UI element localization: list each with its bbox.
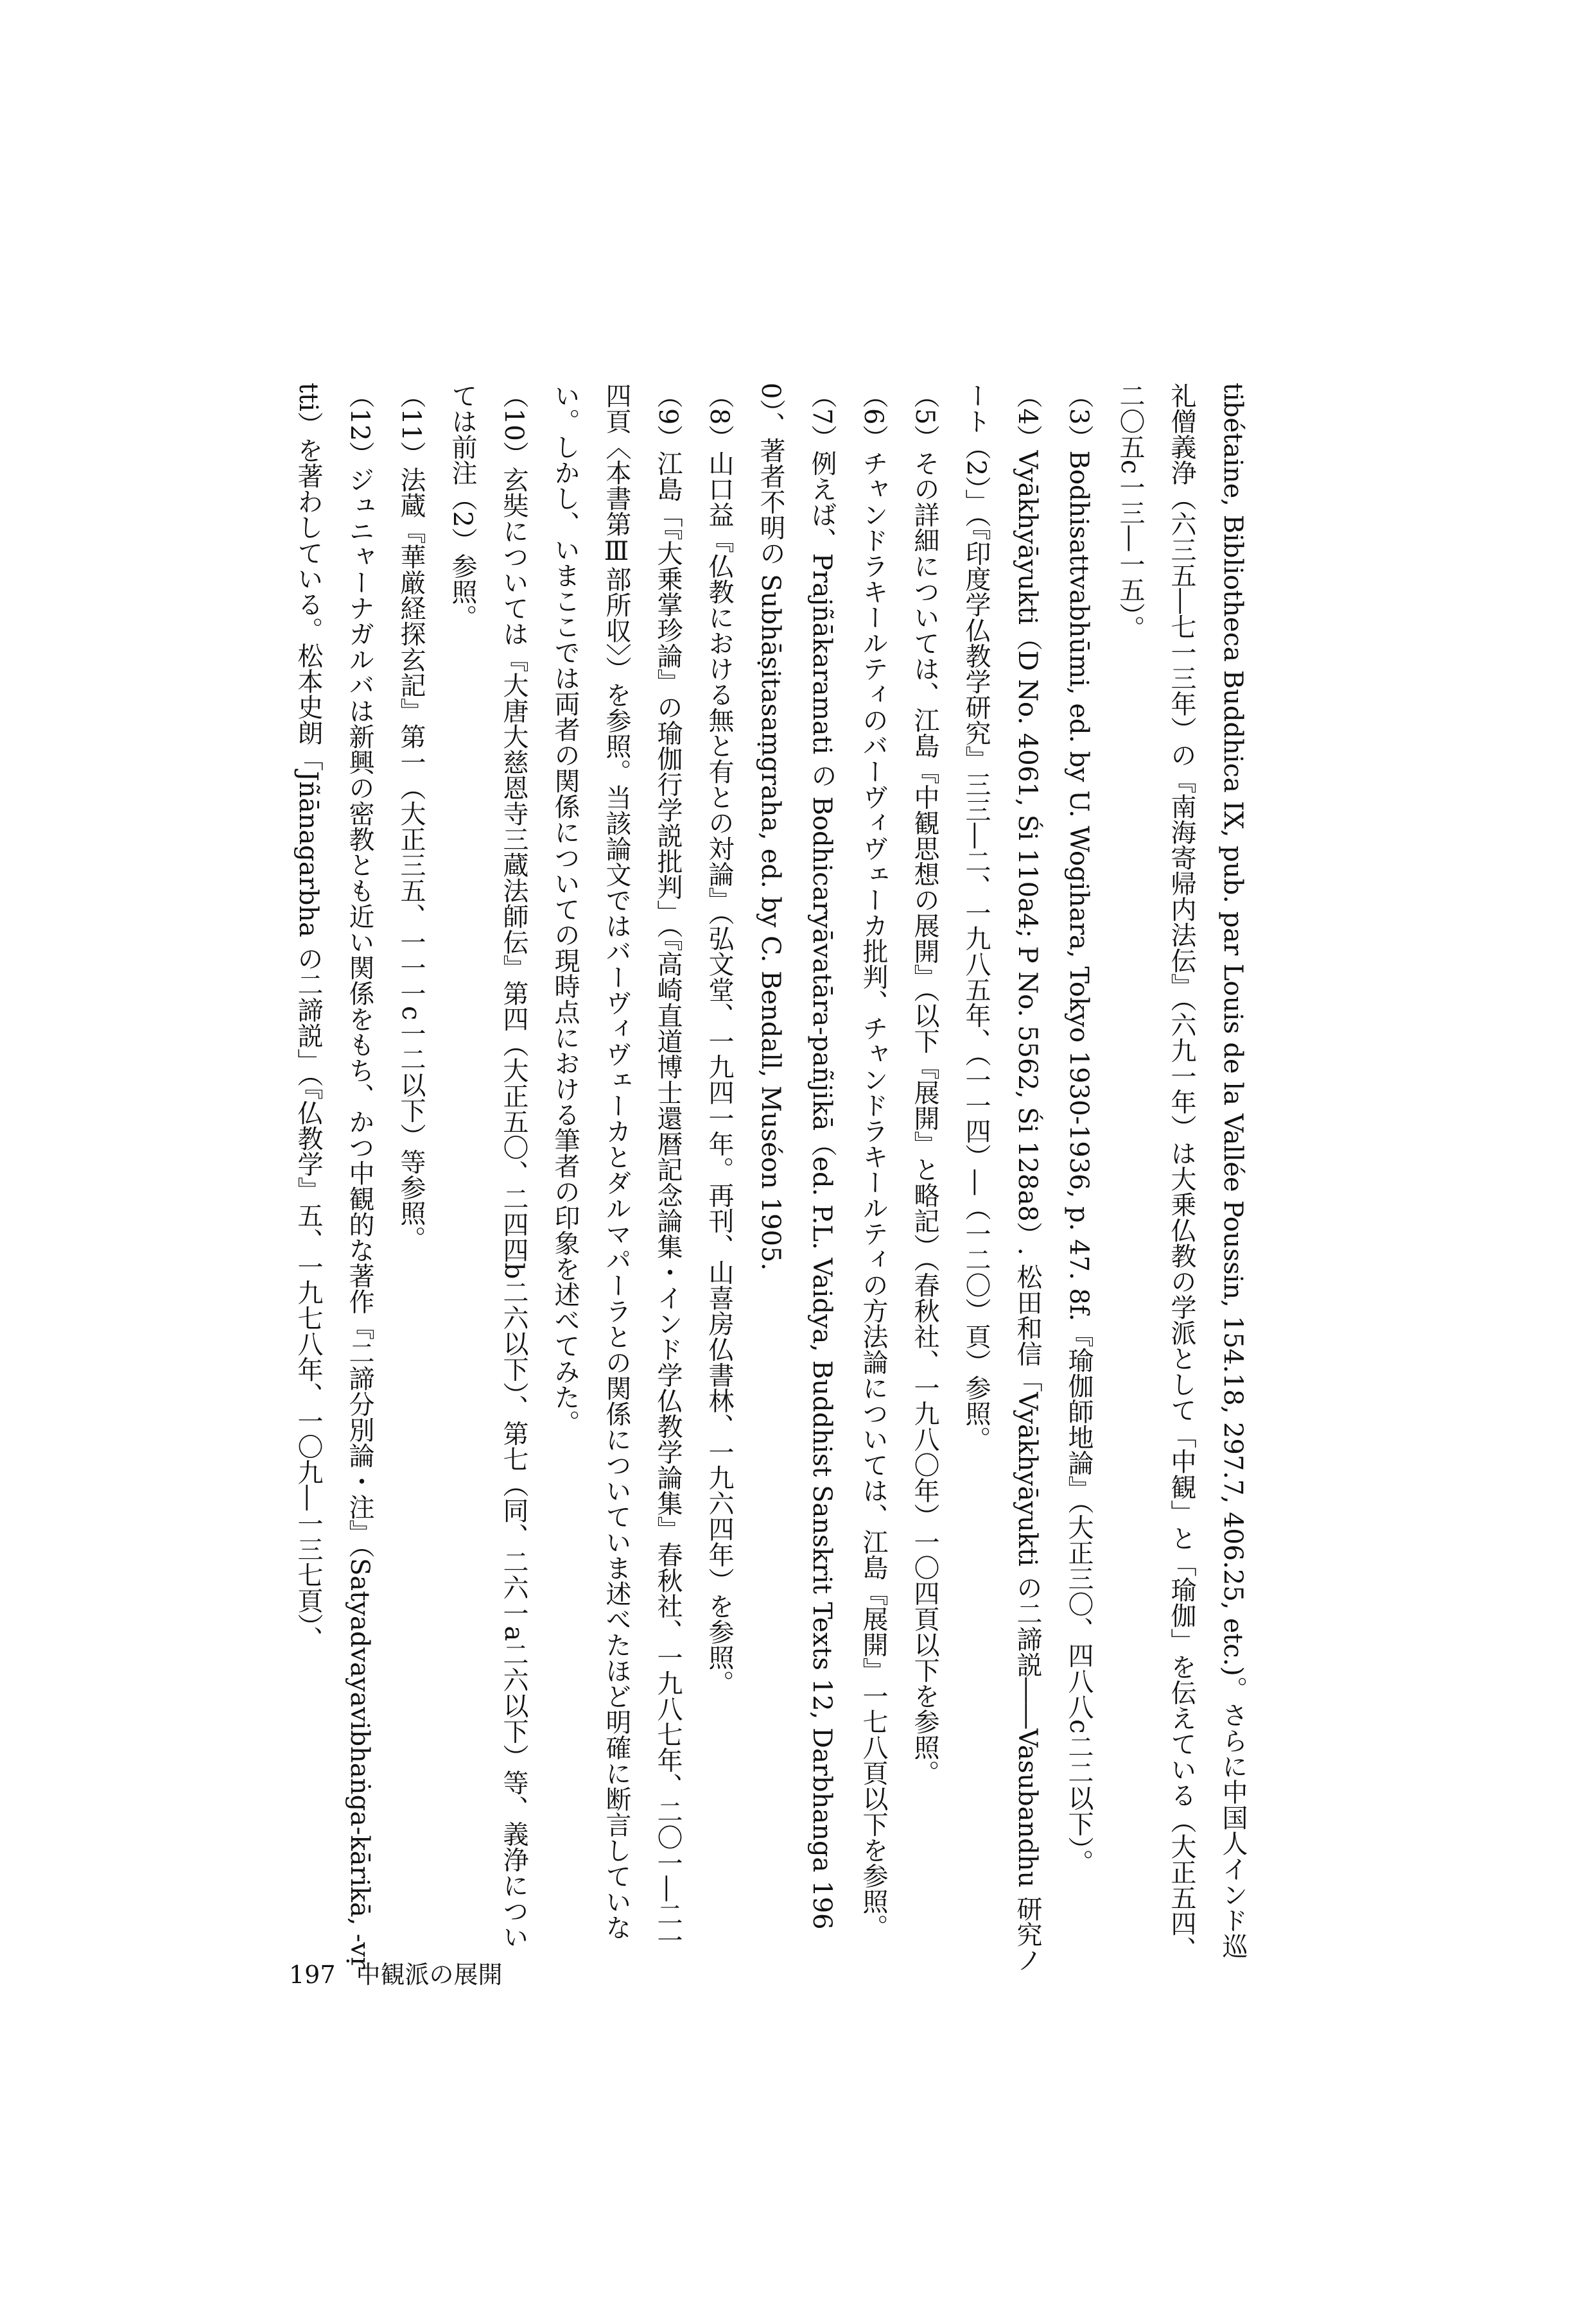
note-text: Bodhisattvabhūmi, ed. by U. Wogihara, Tokyo 1930-1936, p. 47. 8f.『瑜伽師地論』（大正三〇、四八八c二二以下）。 [1064,450,1094,1875]
note-4 [950,383,1053,1975]
note-number: （11） [396,383,426,467]
note-text: Vyākhyāyukti（D No. 4061, Śi 110a4; P No. 5562, Śi 128a8）. 松田和信「Vyākhyāyukti の二諦説――Vasubandhu 研究ノート（2）」（『印度学仏教学研究』三三―二、一九八五年、（一一四）―（一二〇）頁）参照。 [961,383,1042,1973]
note-5 [899,383,950,1975]
note-3 [1053,383,1104,1975]
note-number: （5） [910,383,939,451]
note-number: （3） [1064,383,1094,451]
note-11 [385,383,437,1975]
note-text: 法蔵『華厳経探玄記』第一（大正三五、一一一c一二以下）等参照。 [396,466,426,1252]
note-number: （12） [345,383,374,467]
note-9 [539,383,693,1975]
note-6 [848,383,899,1975]
note-text: その詳細については、江島『中観思想の展開』（以下『展開』と略記）（春秋社、一九八〇年）一〇四頁以下を参照。 [910,450,939,1786]
note-12 [283,383,385,1975]
note-text: 玄奘については『大唐大慈恩寺三蔵法師伝』第四（大正五〇、二四四b二六以下）、第七（同、二六一a二六以下）等、義浄については前注（2）参照。 [448,383,528,1950]
note-number: （4） [1013,383,1042,451]
note-number: （7） [807,383,837,451]
note-7 [745,383,848,1975]
note-number: （6） [858,383,888,451]
notes-text-block [293,383,1259,1975]
note-number: （8） [704,383,734,451]
note-number: （9） [653,383,683,451]
note-number: （10） [499,383,528,467]
page-footer [289,1955,503,1990]
page-number: 197 [289,1961,336,1989]
note-continuation: tibétaine, Bibliotheca Buddhica IX, pub. par Louis de la Vallée Poussin, 154.18, 297.7, 406.25, etc.)。さらに中国人インド巡礼僧義浄（六三五―七一三年）の『南海寄帰内法伝』（六九一年）は大乗仏教の学派として「中観」と「瑜伽」を伝えている（大正五四、二〇五c一三―一五）。 [1115,383,1248,1962]
note-text: 江島「『大乗掌珍論』の瑜伽行学説批判」（『高崎直道博士還暦記念論集・インド学仏教学論集』春秋社、一九八七年、二〇一―二一四頁〈本書第Ⅲ部所収〉）を参照。当該論文ではバーヴィヴェーカとダルマパーラとの関係についていま述べたほど明確に断言していない。しかし、いまここでは両者の関係についての現時点における筆者の印象を述べてみた。 [550,383,683,1953]
note-10 [437,383,539,1975]
running-title: 中観派の展開 [356,1961,503,1989]
note-text: 山口益『仏教における無と有との対論』（弘文堂、一九四一年。再刊、山喜房仏書林、一九六四年）を参照。 [704,450,734,1696]
note-text: チャンドラキールティのバーヴィヴェーカ批判、チャンドラキールティの方法論については、江島『展開』一七八頁以下を参照。 [858,450,888,1940]
note-text: ジュニャーナガルバは新興の密教とも近い関係をもち、かつ中観的な著作『二諦分別論・注』（Satyadvayavibhaṅga-kārikā, -vṛtti）を著わしている。松本史朗「Jñānagarbha の二諦説」（『仏教学』五、一九七八年、一〇九―一三七頁）、 [293,383,374,1970]
note-text: 例えば、Prajñākaramati の Bodhicaryāvatāra-pañjikā（ed. P.L. Vaidya, Buddhist Sanskrit Texts 12, Darbhanga 1960）、著者不明の Subhāṣitasaṃgraha, ed. by C. Bendall, Muséon 1905. [756,383,837,1930]
note-8 [693,383,745,1975]
